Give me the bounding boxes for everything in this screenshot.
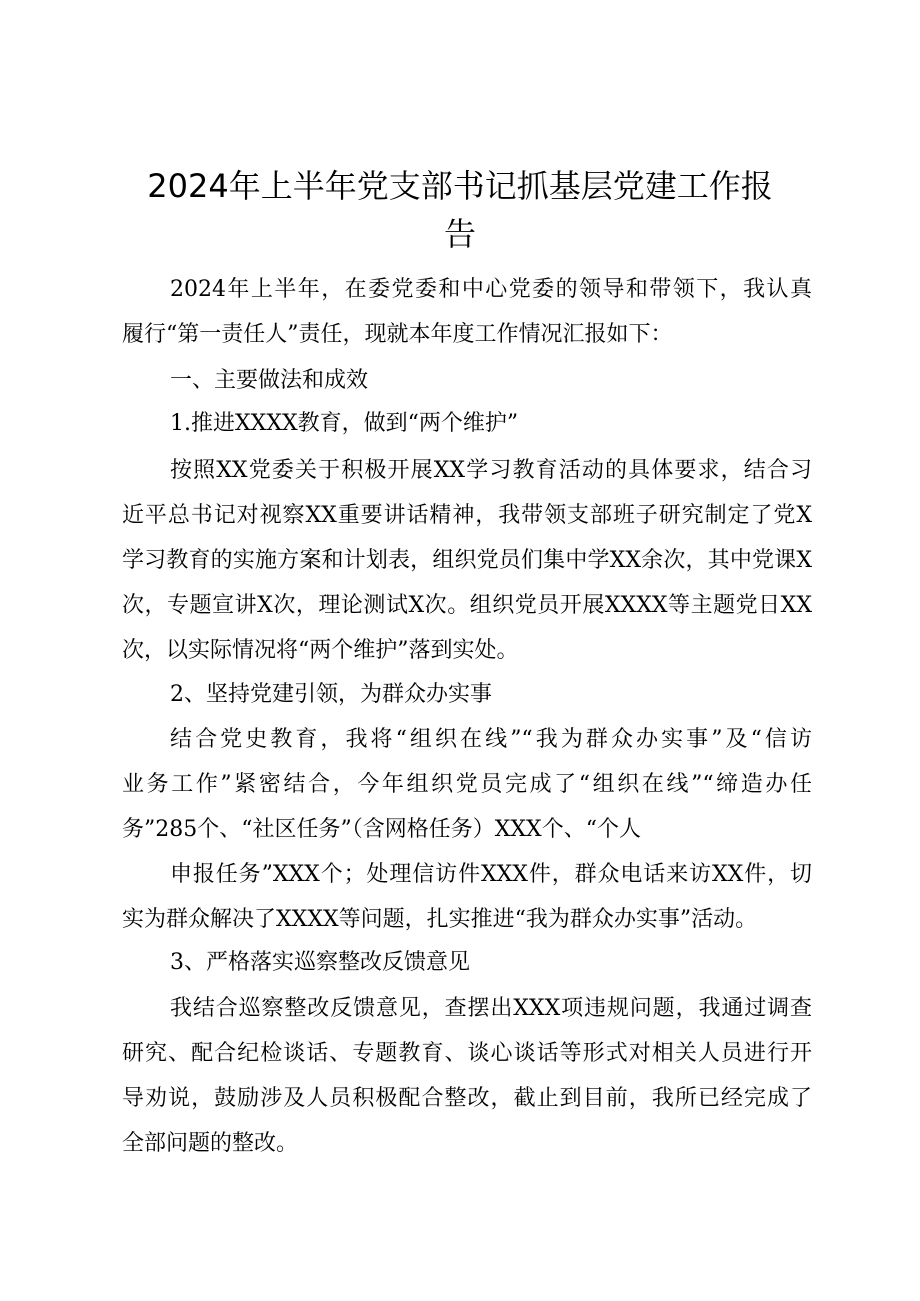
item-heading-1: 1.推进XXXX教育，做到“两个维护” [170, 411, 519, 436]
item3-body-line-4: 全部问题的整改。 [122, 1131, 299, 1156]
item1-body-line-5: 次，以实际情况将“两个维护”落到实处。 [122, 638, 519, 663]
item3-body-line-3: 导劝说，鼓励涉及人员积极配合整改，截止到目前，我所已经完成了 [122, 1086, 812, 1111]
item1-body-line-2: 近平总书记对视察XX重要讲话精神，我带领支部班子研究制定了党X [122, 503, 812, 528]
intro-line-2: 履行“第一责任人”责任，现就本年度工作情况汇报如下： [122, 322, 673, 347]
title-line-2: 告 [443, 215, 476, 253]
item1-body-line-4: 次，专题宣讲X次，理论测试X次。组织党员开展XXXX等主题党日XX [122, 593, 812, 618]
item2-body-line-5: 实为群众解决了XXXX等问题，扎实推进“我为群众办实事”活动。 [122, 907, 758, 932]
item-heading-3: 3、严格落实巡察整改反馈意见 [170, 950, 470, 975]
item3-body-line-2: 研究、配合纪检谈话、专题教育、谈心谈话等形式对相关人员进行开 [122, 1041, 812, 1066]
item2-body-line-4: 申报任务”XXX个；处理信访件XXX件，群众电话来访XX件，切 [170, 862, 812, 887]
item2-body-line-1: 结合党史教育，我将“组织在线”“我为群众办实事”及“信访 [170, 727, 812, 752]
item2-body-line-2: 业务工作”紧密结合，今年组织党员完成了“组织在线”“缔造办任 [122, 772, 812, 797]
document-title [120, 162, 800, 258]
item1-body-line-1: 按照XX党委关于积极开展XX学习教育活动的具体要求，结合习 [170, 458, 812, 483]
title-line-1: 2024年上半年党支部书记抓基层党建工作报 [147, 167, 773, 205]
intro-line-1: 2024年上半年，在委党委和中心党委的领导和带领下，我认真 [170, 277, 812, 302]
item3-body-line-1: 我结合巡察整改反馈意见，查摆出XXX项违规问题，我通过调查 [170, 996, 812, 1021]
item-heading-2: 2、坚持党建引领，为群众办实事 [170, 682, 492, 707]
item2-body-line-3: 务”285个、“社区任务”（含网格任务）XXX个、“个人 [122, 817, 641, 842]
item1-body-line-3: 学习教育的实施方案和计划表，组织党员们集中学XX余次，其中党课X [122, 548, 812, 573]
section-heading-main-practices: 一、主要做法和成效 [170, 368, 369, 393]
